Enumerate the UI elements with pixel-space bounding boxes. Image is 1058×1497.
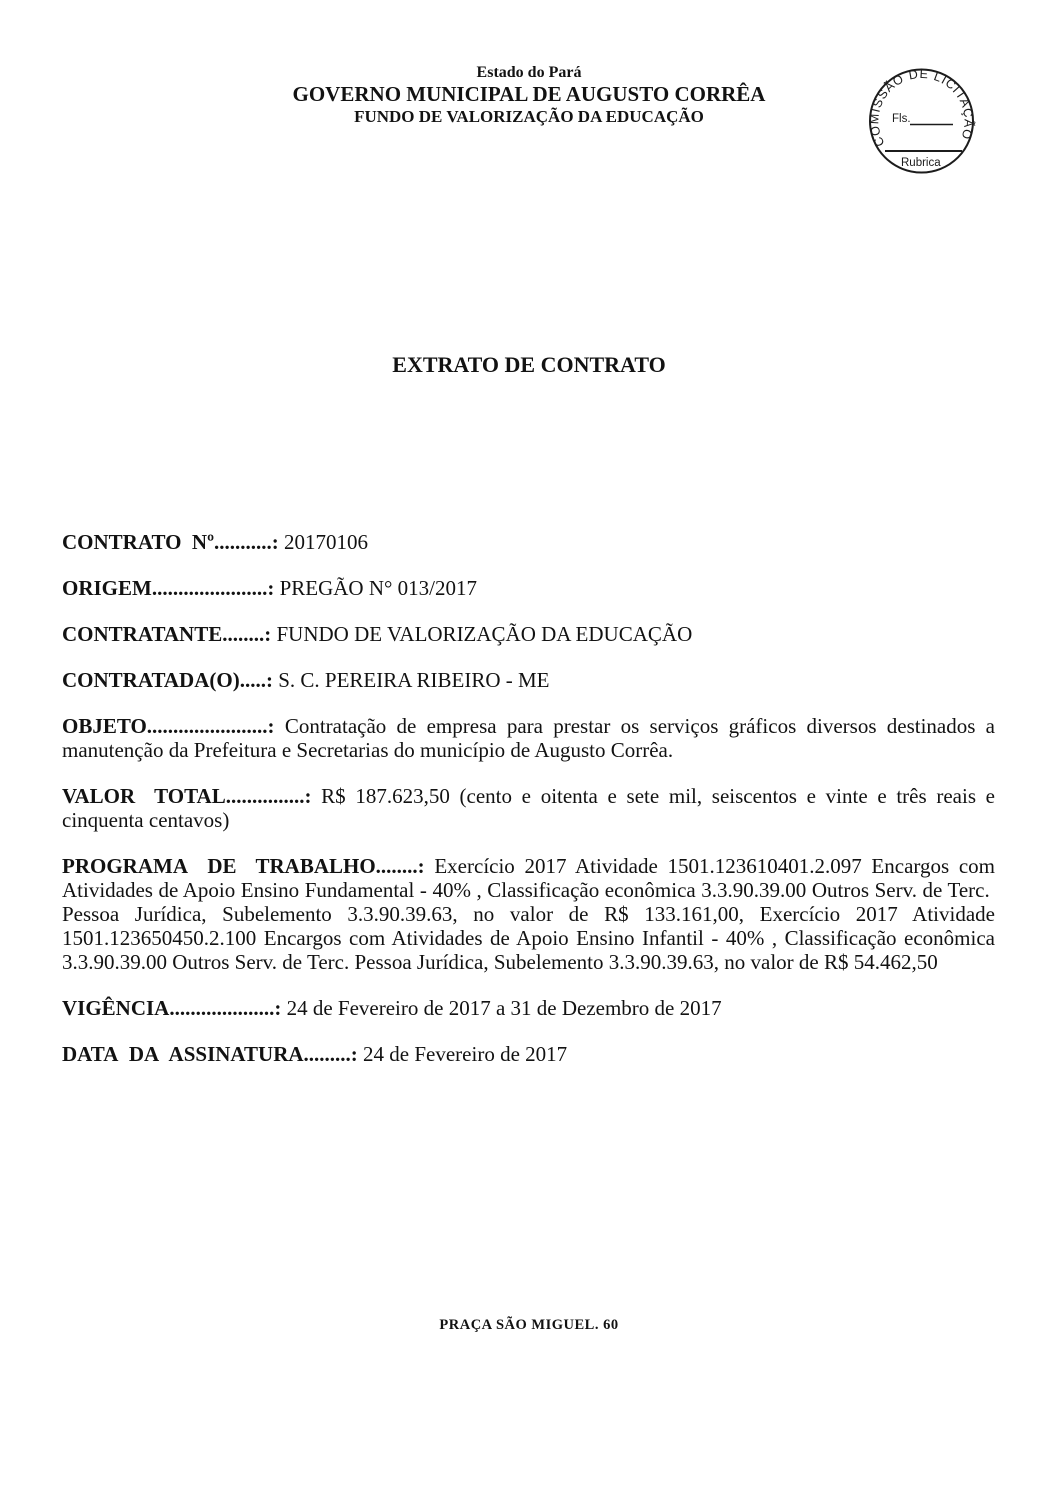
field-data-assinatura-value: 24 de Fevereiro de 2017 bbox=[363, 1042, 568, 1066]
field-valor-total-value: R$ 187.623,50 (cento e oitenta e sete mil, seiscentos e vinte e três reais e cinquenta centavos) bbox=[62, 784, 995, 832]
stamp-seal-icon bbox=[862, 62, 982, 182]
footer-address: PRAÇA SÃO MIGUEL. 60 bbox=[439, 1317, 619, 1333]
field-contratante bbox=[62, 622, 995, 646]
field-contrato-numero-label: CONTRATO Nº...........: bbox=[62, 530, 279, 554]
field-contrato-numero bbox=[62, 530, 995, 554]
field-data-assinatura bbox=[62, 1042, 995, 1066]
field-contratada-value: S. C. PEREIRA RIBEIRO - ME bbox=[278, 668, 550, 692]
stamp-rubrica-label: Rubrica bbox=[901, 157, 941, 169]
field-origem-label: ORIGEM......................: bbox=[62, 576, 275, 600]
field-programa-trabalho-value: Exercício 2017 Atividade 1501.123610401.2.097 Encargos com Atividades de Apoio Ensino Fundamental - 40% , Classificação econômica 3.3.90.39.00 Outros Serv. de Terc. Pessoa Jurídica, Subelemento 3.3.90.39.63, no valor de R$ 133.161,00, Exercício 2017 Atividade 1501.123650450.2.100 Encargos com Atividades de Apoio Ensino Infantil - 40% , Classificação econômica 3.3.90.39.00 Outros Serv. de Terc. Pessoa Jurídica, Subelemento 3.3.90.39.63, no valor de R$ 54.462,50 bbox=[62, 854, 996, 974]
letterhead-government: GOVERNO MUNICIPAL DE AUGUSTO CORRÊA bbox=[292, 82, 766, 106]
field-contratante-value: FUNDO DE VALORIZAÇÃO DA EDUCAÇÃO bbox=[276, 622, 693, 646]
contract-fields bbox=[62, 530, 995, 1088]
field-vigencia bbox=[62, 996, 995, 1020]
field-valor-total bbox=[62, 784, 995, 832]
document-title: EXTRATO DE CONTRATO bbox=[392, 352, 666, 377]
field-contratada bbox=[62, 668, 995, 692]
field-programa-trabalho bbox=[62, 854, 995, 974]
field-contrato-numero-value: 20170106 bbox=[284, 530, 368, 554]
field-data-assinatura-label: DATA DA ASSINATURA.........: bbox=[62, 1042, 358, 1066]
field-origem-value: PREGÃO N° 013/2017 bbox=[279, 576, 477, 600]
field-vigencia-label: VIGÊNCIA....................: bbox=[62, 996, 282, 1020]
field-objeto bbox=[62, 714, 995, 762]
field-contratante-label: CONTRATANTE........: bbox=[62, 622, 272, 646]
field-contratada-label: CONTRATADA(O).....: bbox=[62, 668, 273, 692]
field-programa-trabalho-label: PROGRAMA DE TRABALHO........: bbox=[62, 854, 425, 878]
field-objeto-label: OBJETO.......................: bbox=[62, 714, 275, 738]
letterhead-state: Estado do Pará bbox=[476, 64, 582, 81]
licitacao-stamp bbox=[862, 62, 982, 182]
field-valor-total-label: VALOR TOTAL...............: bbox=[62, 784, 312, 808]
letterhead-fund: FUNDO DE VALORIZAÇÃO DA EDUCAÇÃO bbox=[354, 107, 704, 126]
stamp-curved-text: COMISSÃO DE LICITAÇÃO bbox=[867, 66, 976, 149]
stamp-fls-label: Fls. bbox=[892, 113, 911, 125]
field-origem bbox=[62, 576, 995, 600]
field-objeto-value: Contratação de empresa para prestar os serviços gráficos diversos destinados a manutenção da Prefeitura e Secretarias do município de Augusto Corrêa. bbox=[62, 714, 995, 762]
field-vigencia-value: 24 de Fevereiro de 2017 a 31 de Dezembro de 2017 bbox=[286, 996, 722, 1020]
